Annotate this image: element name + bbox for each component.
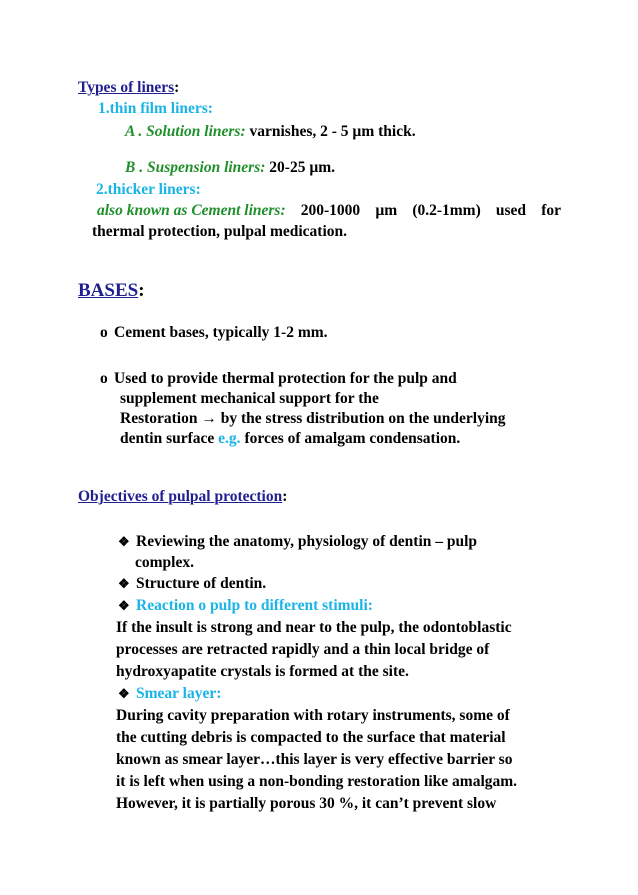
- objectives-item-4: [118, 684, 221, 703]
- cement-liners-line: [97, 201, 561, 220]
- objectives-heading: Objectives of pulpal protection: [78, 488, 283, 505]
- stress-distribution-text: by the stress distribution on the underlying: [216, 410, 506, 427]
- objectives-item-2: [118, 574, 266, 593]
- circle-bullet-icon: o: [100, 324, 108, 341]
- paragraph-line: processes are retracted rapidly and a thin local bridge of: [116, 641, 490, 658]
- cement-liners-label: also known as Cement liners:: [97, 202, 286, 219]
- liners-heading: Types of liners: [78, 79, 175, 96]
- diamond-bullet-icon: ❖: [118, 598, 130, 613]
- solution-liners-text: varnishes, 2 - 5 µm thick.: [245, 123, 416, 140]
- eg-text: e.g.: [218, 430, 241, 447]
- circle-bullet-icon: o: [100, 370, 108, 387]
- objectives-item-3-text: Reaction o pulp to different stimuli:: [136, 597, 373, 614]
- bases-heading: BASES: [78, 280, 139, 301]
- paragraph-line: it is left when using a non-bonding restoration like amalgam.: [116, 773, 518, 790]
- diamond-bullet-icon: ❖: [118, 576, 130, 591]
- objectives-item-2-text: Structure of dentin.: [136, 575, 267, 592]
- liners-heading-line: [78, 78, 179, 97]
- paragraph-line: hydroxyapatite crystals is formed at the site.: [116, 663, 409, 680]
- bases-heading-colon: :: [138, 280, 145, 301]
- suspension-liners-line: [125, 158, 335, 177]
- bases-item-1-text: Cement bases, typically 1-2 mm.: [114, 324, 328, 341]
- suspension-liners-label: B . Suspension liners:: [125, 159, 266, 176]
- thicker-liners-title: 2.thicker liners:: [96, 181, 201, 198]
- cement-word: used: [495, 202, 527, 219]
- cement-word: 200-1000: [300, 202, 361, 219]
- bases-item-2-line3: [120, 409, 506, 428]
- bases-item-2-line4: [120, 429, 460, 448]
- restoration-text: Restoration: [120, 410, 202, 427]
- paragraph-line: the cutting debris is compacted to the surface that material: [116, 729, 506, 746]
- paragraph-line: known as smear layer…this layer is very effective barrier so: [116, 751, 513, 768]
- amalgam-condensation-text: forces of amalgam condensation.: [240, 430, 461, 447]
- objectives-item-3: [118, 596, 373, 615]
- diamond-bullet-icon: ❖: [118, 534, 130, 549]
- solution-liners-line: [125, 122, 416, 141]
- cement-word: (0.2-1mm): [412, 202, 481, 219]
- thin-film-title: 1.thin film liners:: [98, 100, 213, 117]
- objectives-item-1-text: Reviewing the anatomy, physiology of dentin – pulp: [136, 533, 478, 550]
- dentin-surface-text: dentin surface: [120, 430, 219, 447]
- objectives-heading-line: [78, 487, 287, 506]
- objectives-item-4-text: Smear layer:: [136, 685, 222, 702]
- bases-item-2-text: Used to provide thermal protection for the pulp and: [114, 370, 457, 387]
- diamond-bullet-icon: ❖: [118, 686, 130, 701]
- suspension-liners-text: 20-25 µm.: [265, 159, 336, 176]
- bases-heading-line: [78, 280, 145, 302]
- paragraph-line: However, it is partially porous 30 %, it can’t prevent slow: [116, 795, 497, 812]
- paragraph-line: If the insult is strong and near to the pulp, the odontoblastic: [116, 619, 512, 636]
- solution-liners-label: A . Solution liners:: [125, 123, 246, 140]
- objectives-heading-colon: :: [282, 488, 288, 505]
- objectives-item-1-line2: complex.: [135, 554, 194, 571]
- bases-item-1: [100, 323, 328, 342]
- arrow-right-icon: →: [201, 410, 217, 427]
- bases-item-2-line2: supplement mechanical support for the: [120, 390, 379, 407]
- cement-word: µm: [375, 202, 398, 219]
- paragraph-line: During cavity preparation with rotary instruments, some of: [116, 707, 510, 724]
- objectives-item-1-line1: [118, 532, 477, 551]
- cement-liners-line2: thermal protection, pulpal medication.: [92, 223, 348, 240]
- bases-item-2-line1: [100, 369, 457, 388]
- cement-word: for: [541, 202, 561, 219]
- liners-heading-colon: :: [174, 79, 180, 96]
